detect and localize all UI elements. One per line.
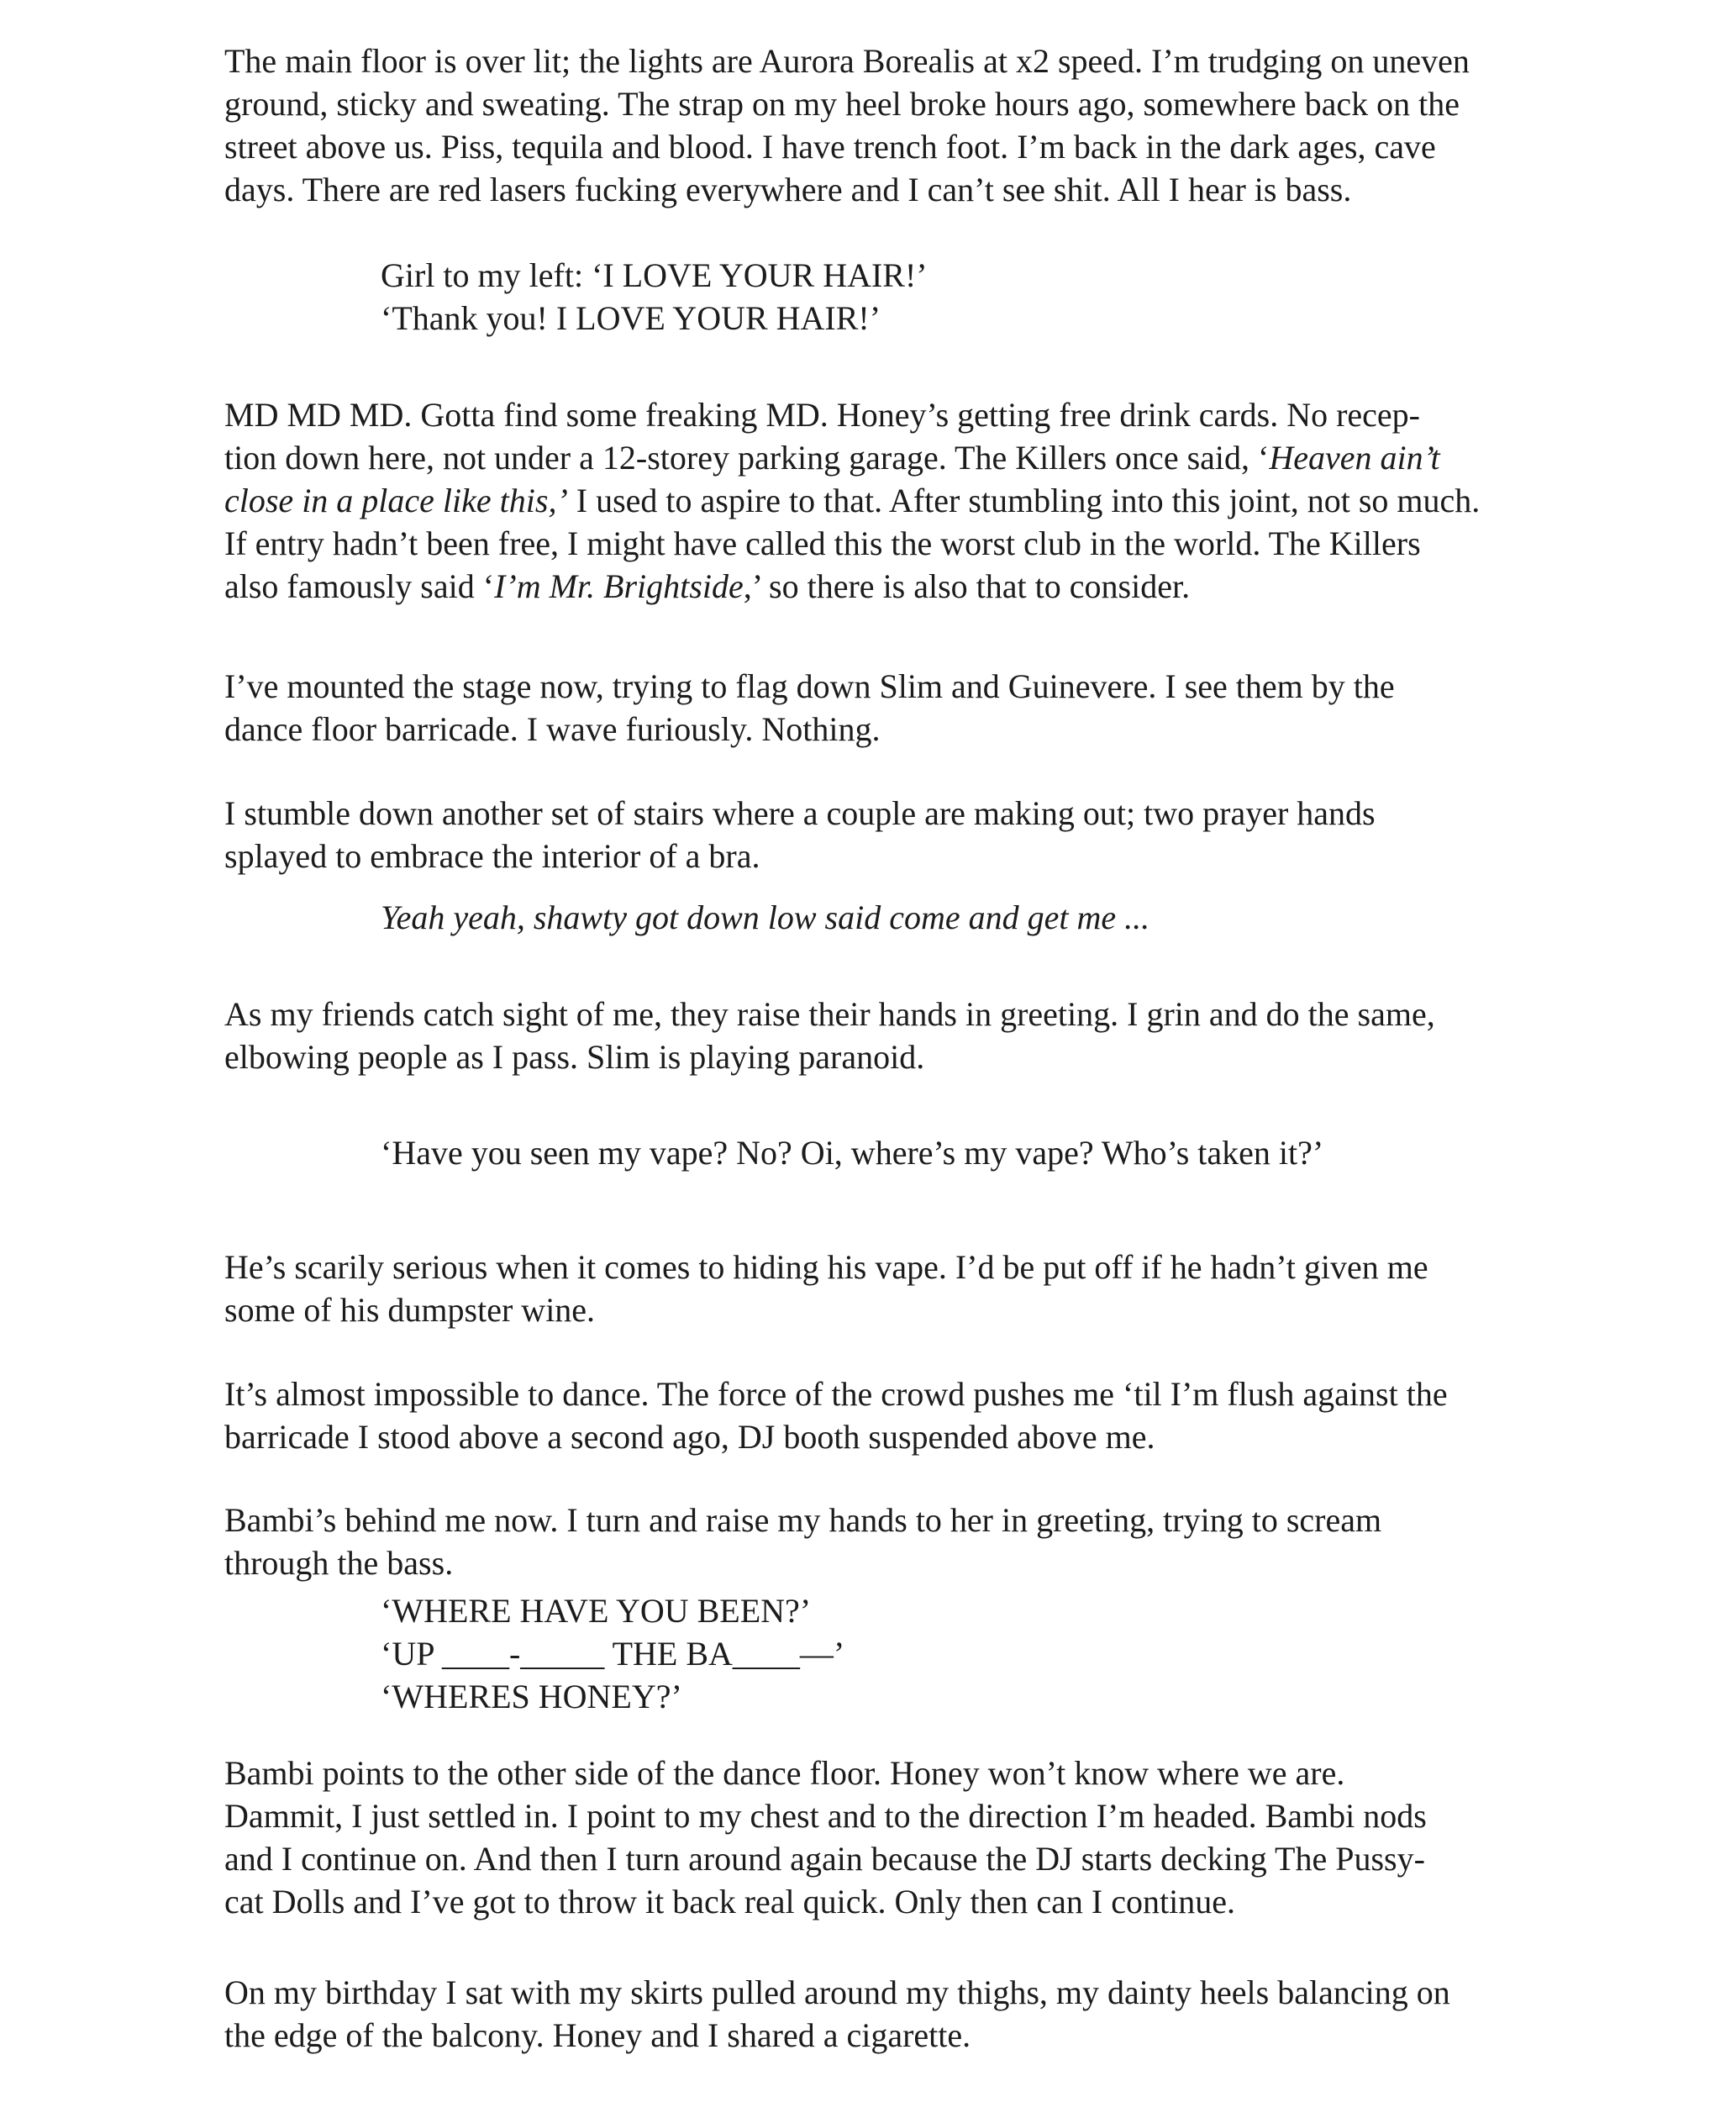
text-span: ,’ so there is also that to consider. [743,567,1191,605]
paragraph-md [224,393,1527,608]
paragraph-stage [224,665,1527,751]
text-line: barricade I stood above a second ago, DJ booth suspended above me. [224,1418,1155,1456]
text-line: splayed to embrace the interior of a bra. [224,837,760,875]
dialogue-line: ‘Have you seen my vape? No? Oi, where’s my vape? Who’s taken it?’ [381,1134,1324,1172]
text-span: I used to aspire to that. After stumbling into this joint, not so much. [567,482,1481,519]
quote-brightside: I’m Mr. Brightside [494,567,744,605]
dialogue-hair [381,254,1389,340]
text-line: Bambi’s behind me now. I turn and raise my hands to her in greeting, trying to scream [224,1501,1382,1539]
text-line: street above us. Piss, tequila and blood. I have trench foot. I’m back in the dark ages, cave [224,128,1436,166]
text-line [224,436,1527,479]
paragraph-dumpster-wine [224,1246,1527,1331]
text-line: some of his dumpster wine. [224,1291,596,1329]
paragraph-main-floor [224,40,1527,211]
quote-heaven-cont: close in a place like this,’ [224,482,568,519]
dialogue-line: ‘WHERES HONEY?’ [381,1678,682,1715]
text-line: If entry hadn’t been free, I might have called this the worst club in the world. The Killers [224,524,1421,562]
text-line: dance floor barricade. I wave furiously. Nothing. [224,710,881,748]
text-line: elbowing people as I pass. Slim is playing paranoid. [224,1038,925,1076]
lyric-line: Yeah yeah, shawty got down low said come and get me ... [381,898,1150,936]
text-line: the edge of the balcony. Honey and I shared a cigarette. [224,2016,971,2054]
dialogue-line: ‘UP ____-_____ THE BA____—’ [381,1635,845,1673]
text-line: He’s scarily serious when it comes to hiding his vape. I’d be put off if he hadn’t given me [224,1248,1428,1286]
text-line: Dammit, I just settled in. I point to my chest and to the direction I’m headed. Bambi nods [224,1797,1427,1835]
dialogue-where [381,1589,1389,1718]
text-span: also famously said ‘ [224,567,495,605]
paragraph-birthday [224,1971,1527,2057]
paragraph-bambi [224,1499,1527,1584]
text-line: The main floor is over lit; the lights are Aurora Borealis at x2 speed. I’m trudging on uneven [224,42,1470,80]
dialogue-line: ‘WHERE HAVE YOU BEEN?’ [381,1592,812,1630]
text-line: ground, sticky and sweating. The strap on my heel broke hours ago, somewhere back on the [224,85,1460,123]
text-line: As my friends catch sight of me, they raise their hands in greeting. I grin and do the same, [224,995,1435,1033]
paragraph-friends [224,993,1527,1078]
paragraph-stairs [224,792,1527,877]
song-lyric [381,896,1389,939]
text-line: I stumble down another set of stairs where a couple are making out; two prayer hands [224,794,1376,832]
text-line: On my birthday I sat with my skirts pulled around my thighs, my dainty heels balancing on [224,1973,1450,2011]
dialogue-line: ‘Thank you! I LOVE YOUR HAIR!’ [381,299,881,337]
dialogue-line: Girl to my left: ‘I LOVE YOUR HAIR!’ [381,256,928,294]
quote-heaven: Heaven ain’t [1269,439,1440,477]
dialogue-vape [381,1131,1389,1174]
text-line: cat Dolls and I’ve got to throw it back real quick. Only then can I continue. [224,1883,1235,1920]
text-line [224,565,1527,608]
text-line: Bambi points to the other side of the dance floor. Honey won’t know where we are. [224,1754,1345,1792]
text-line: days. There are red lasers fucking everywhere and I can’t see shit. All I hear is bass. [224,171,1352,208]
paragraph-pussycat-dolls [224,1752,1527,1923]
text-span: tion down here, not under a 12-storey parking garage. The Killers once said, ‘ [224,439,1270,477]
text-line: I’ve mounted the stage now, trying to flag down Slim and Guinevere. I see them by the [224,667,1395,705]
paragraph-dance [224,1372,1527,1458]
text-line: and I continue on. And then I turn around again because the DJ starts decking The Pussy- [224,1840,1425,1878]
text-line [224,479,1527,522]
text-line: It’s almost impossible to dance. The force of the crowd pushes me ‘til I’m flush against the [224,1375,1448,1413]
text-line: MD MD MD. Gotta find some freaking MD. Honey’s getting free drink cards. No recep- [224,396,1420,434]
text-line: through the bass. [224,1544,454,1582]
